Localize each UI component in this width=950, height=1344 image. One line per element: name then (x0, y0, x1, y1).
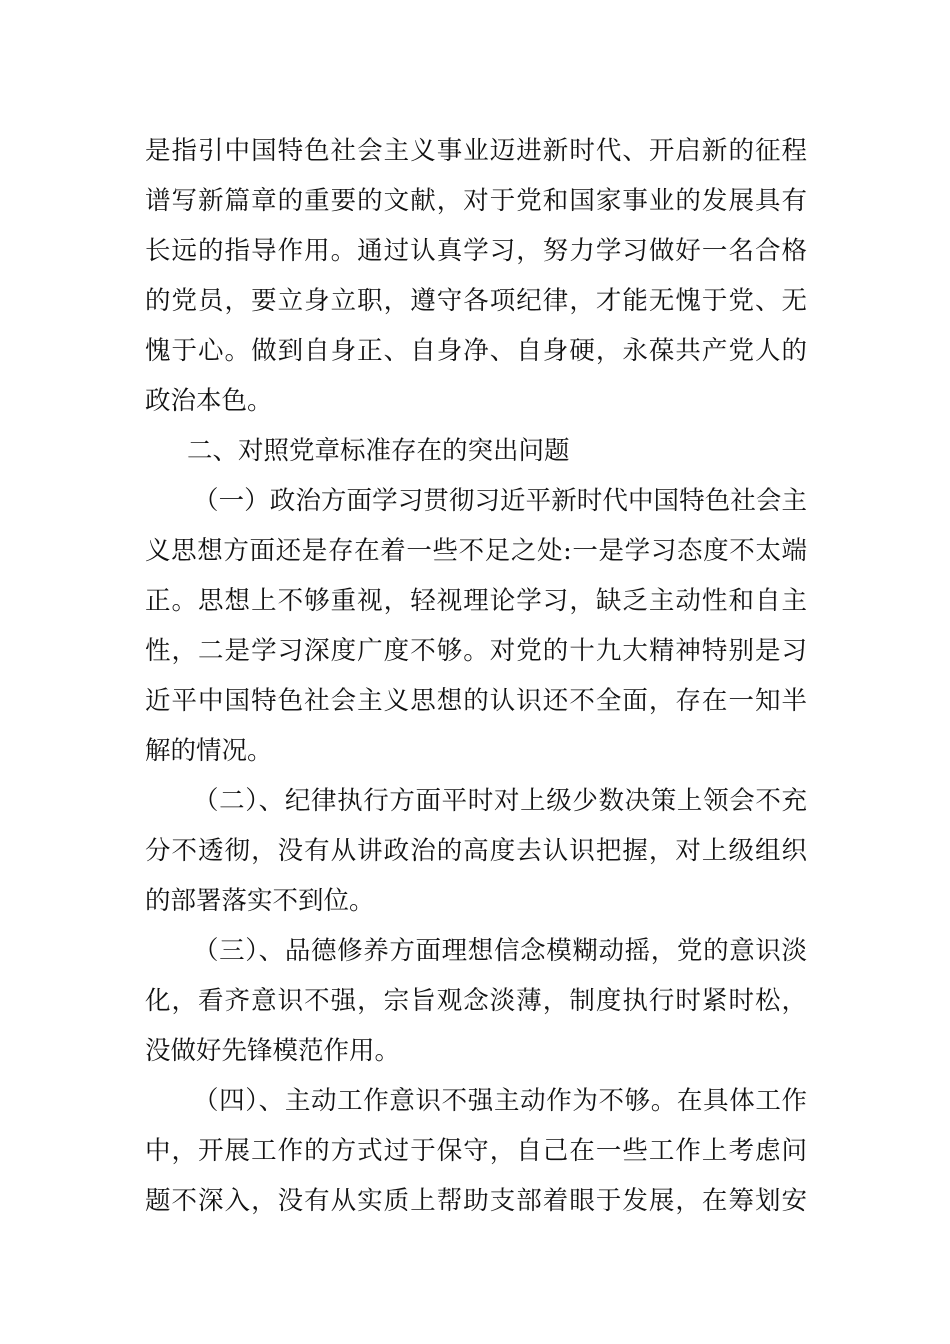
text-line: 的部署落实不到位。 (145, 886, 375, 916)
text-line: 化，看齐意识不强，宗旨观念淡薄，制度执行时紧时松， (145, 986, 807, 1016)
body-text (145, 126, 807, 1226)
text-line: 愧于心。做到自身正、自身净、自身硬，永葆共产党人的 (145, 336, 807, 366)
text-line: （四）、主动工作意识不强主动作为不够。在具体工作 (193, 1086, 807, 1116)
text-line: 中，开展工作的方式过于保守，自己在一些工作上考虑问 (145, 1136, 807, 1166)
text-line: （三）、品德修养方面理想信念模糊动摇，党的意识淡 (193, 936, 807, 966)
text-line: 是指引中国特色社会主义事业迈进新时代、开启新的征程 (145, 136, 807, 166)
text-line: 谱写新篇章的重要的文献，对于党和国家事业的发展具有 (145, 186, 807, 216)
text-line: 的党员，要立身立职，遵守各项纪律，才能无愧于党、无 (145, 286, 807, 316)
text-line: 义思想方面还是存在着一些不足之处:一是学习态度不太端 (145, 536, 807, 566)
text-line: 解的情况。 (145, 736, 273, 766)
text-line: 近平中国特色社会主义思想的认识还不全面，存在一知半 (145, 686, 807, 716)
text-line: 性，二是学习深度广度不够。对党的十九大精神特别是习 (145, 636, 807, 666)
text-line: （二）、纪律执行方面平时对上级少数决策上领会不充 (193, 786, 807, 816)
section-heading: 二、对照党章标准存在的突出问题 (187, 436, 570, 466)
text-line: 题不深入，没有从实质上帮助支部着眼于发展，在筹划安 (145, 1186, 807, 1216)
text-line: 分不透彻，没有从讲政治的高度去认识把握，对上级组织 (145, 836, 807, 866)
text-line: 正。思想上不够重视，轻视理论学习，缺乏主动性和自主 (145, 586, 807, 616)
text-line: 长远的指导作用。通过认真学习，努力学习做好一名合格 (145, 236, 807, 266)
text-line: 政治本色。 (145, 386, 273, 416)
text-line: （一）政治方面学习贯彻习近平新时代中国特色社会主 (193, 486, 807, 516)
text-line: 没做好先锋模范作用。 (145, 1036, 401, 1066)
